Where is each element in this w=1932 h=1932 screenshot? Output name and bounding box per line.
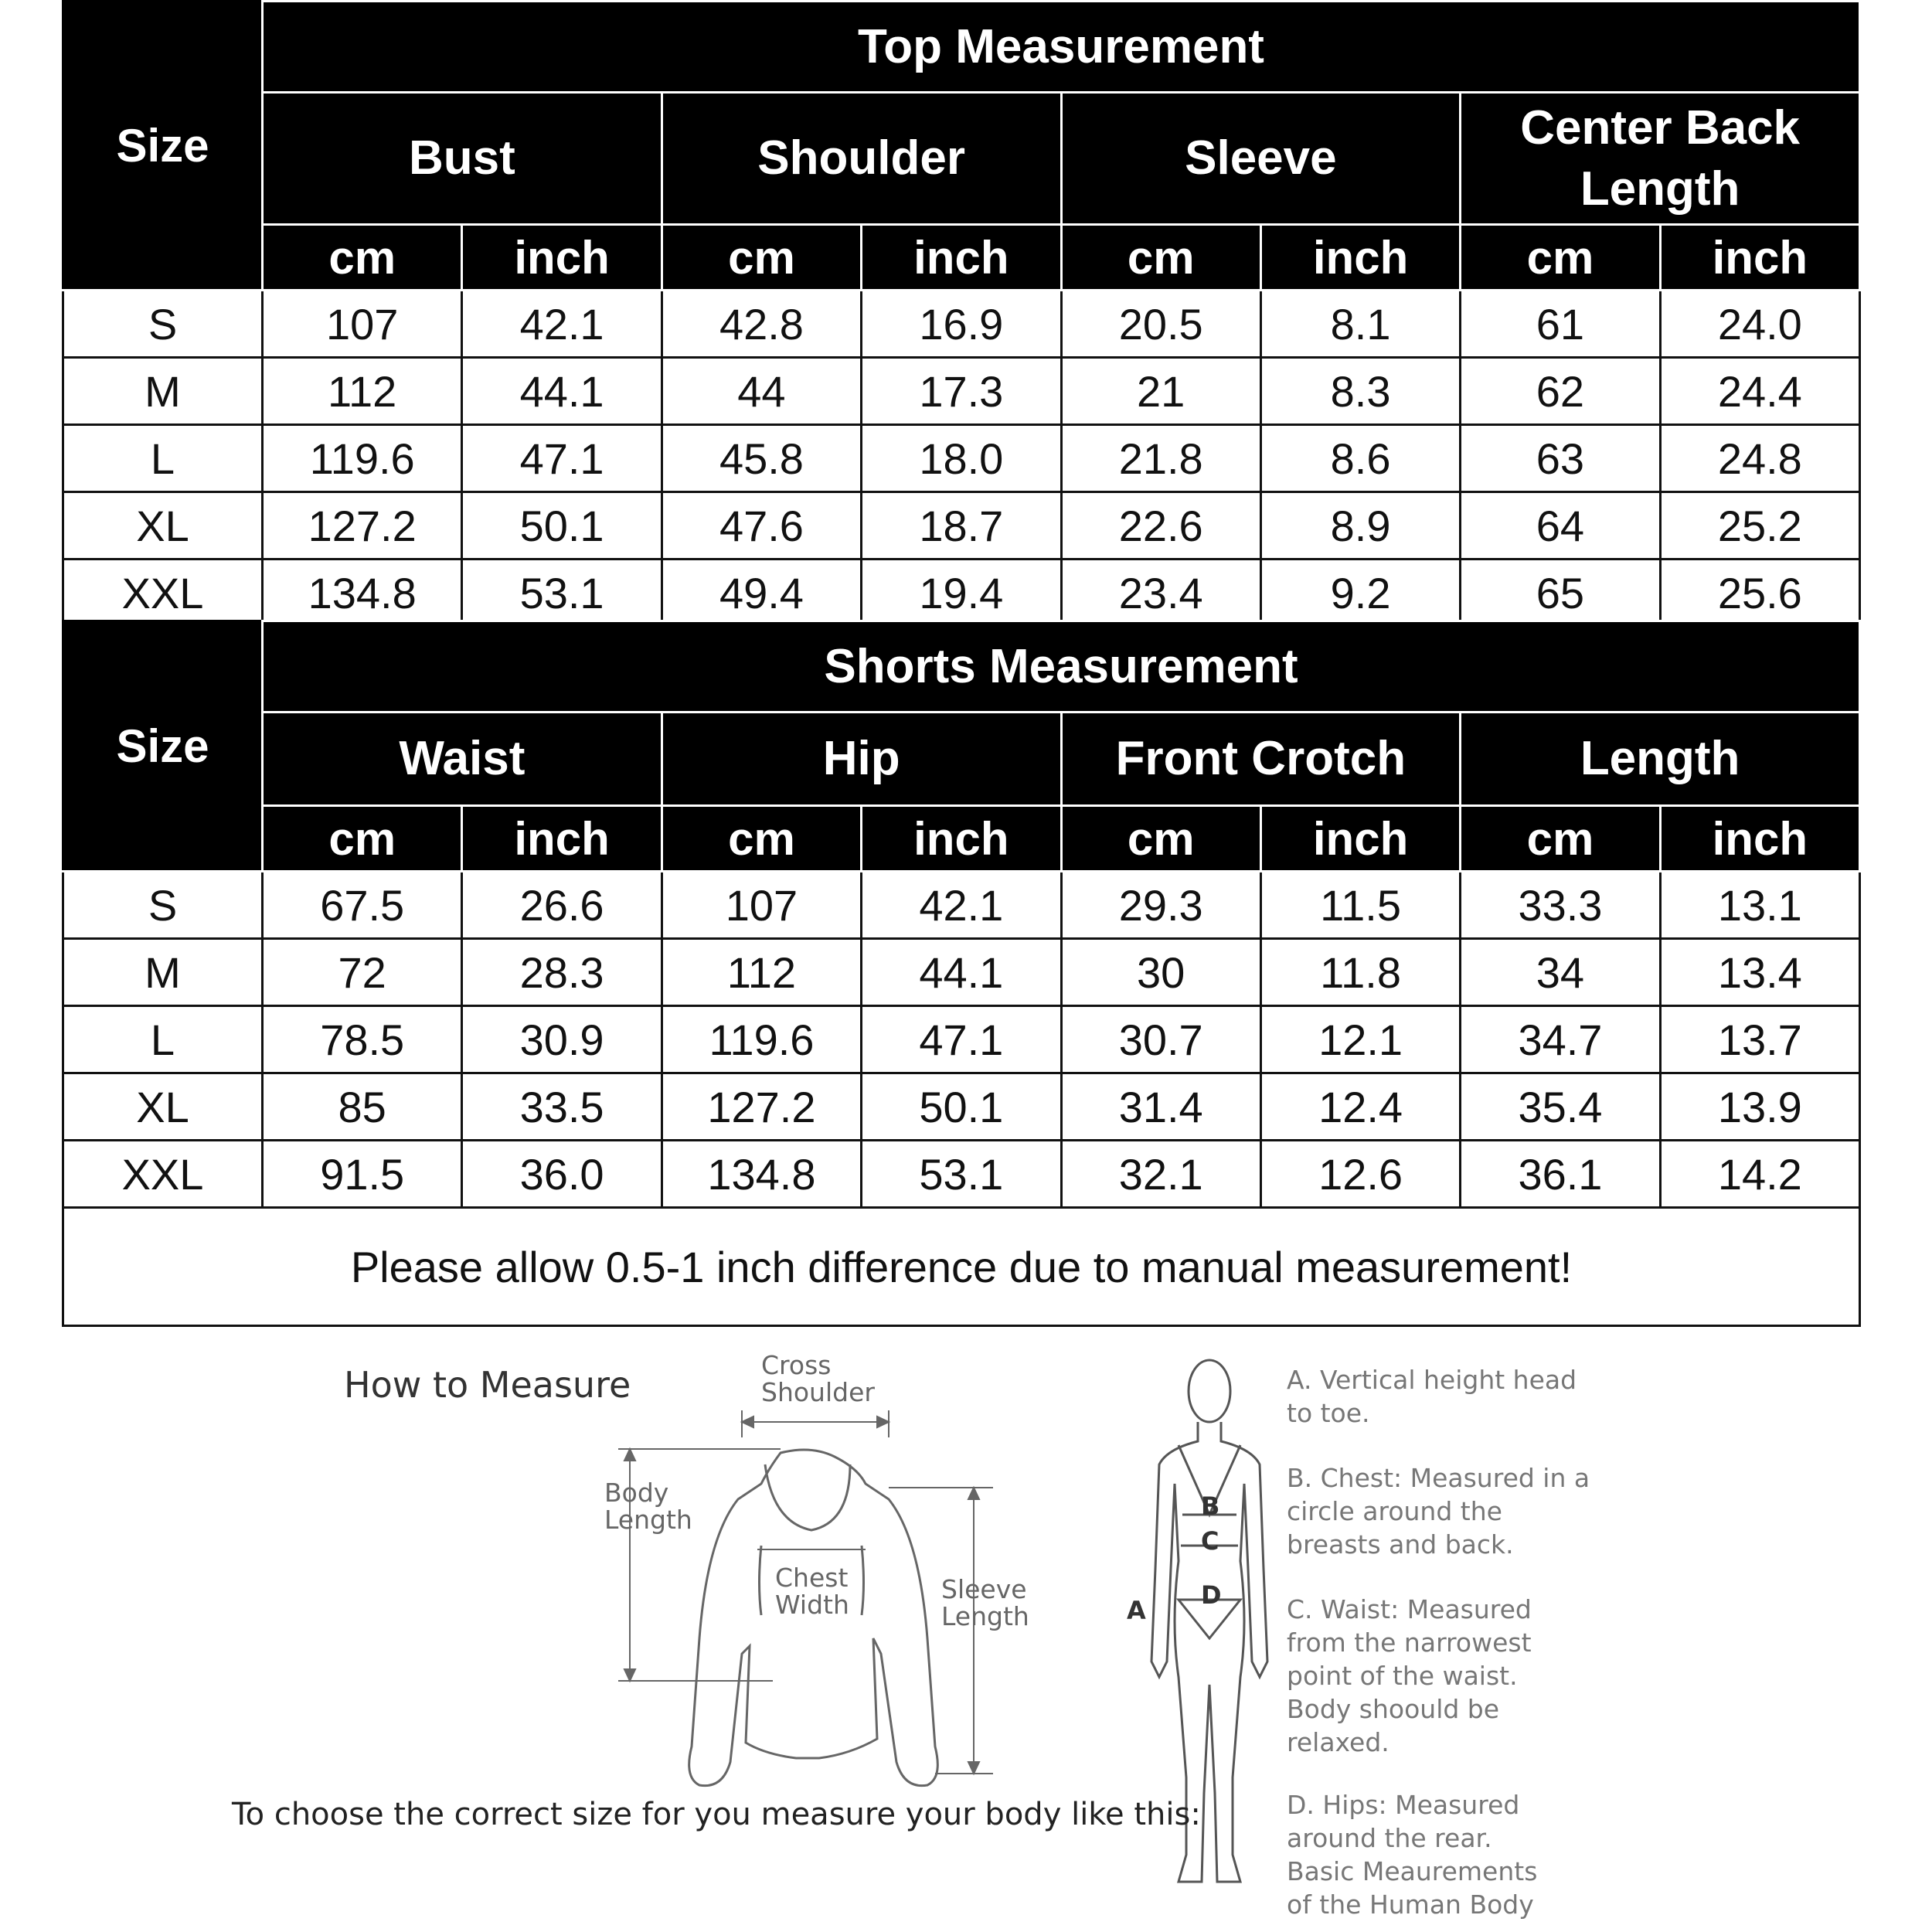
how-to-measure-section [0,1314,1932,1932]
size-cell: XXL [63,560,263,627]
value-cell: 107 [662,872,861,939]
unit-header: inch [1260,225,1460,291]
value-cell: 8.3 [1260,358,1460,425]
unit-header: inch [1260,806,1460,872]
sleeve-length-label: Sleeve Length [941,1574,1029,1631]
unit-header: cm [263,225,462,291]
value-cell: 53.1 [462,560,662,627]
value-cell: 42.1 [862,872,1061,939]
shorts-table-body [63,872,1860,1208]
value-cell: 19.4 [862,560,1061,627]
group-header: Sleeve [1061,93,1461,225]
value-cell: 8.9 [1260,492,1460,560]
definition-c: C. Waist: Measured from the narrowest point of the waist. Body shoould be relaxed. [1287,1594,1532,1757]
value-cell: 9.2 [1260,560,1460,627]
value-cell: 11.5 [1260,872,1460,939]
value-cell: 50.1 [862,1073,1061,1141]
top-measurement-table [62,0,1861,628]
value-cell: 36.0 [462,1141,662,1208]
value-cell: 65 [1461,560,1660,627]
value-cell: 24.8 [1660,425,1859,492]
table-row [63,425,1860,492]
value-cell: 42.8 [662,291,861,358]
table-row [63,358,1860,425]
unit-header: cm [662,806,861,872]
group-header: Front Crotch [1061,713,1461,806]
unit-header: inch [1660,225,1859,291]
measure-instruction: To choose the correct size for you measure your body like this: [232,1797,1201,1832]
value-cell: 72 [263,939,462,1006]
value-cell: 32.1 [1061,1141,1260,1208]
value-cell: 29.3 [1061,872,1260,939]
value-cell: 11.8 [1260,939,1460,1006]
size-cell: L [63,1006,263,1073]
body-length-label: Body Length [604,1478,692,1535]
unit-header: cm [662,225,861,291]
value-cell: 134.8 [662,1141,861,1208]
unit-header: inch [862,806,1061,872]
marker-d: D [1201,1580,1222,1610]
value-cell: 20.5 [1061,291,1260,358]
value-cell: 47.1 [462,425,662,492]
table-row [63,1141,1860,1208]
table-row [63,291,1860,358]
top-table-body [63,291,1860,627]
group-header: Bust [263,93,662,225]
unit-header: cm [1461,806,1660,872]
group-header: Waist [263,713,662,806]
size-cell: S [63,872,263,939]
value-cell: 53.1 [862,1141,1061,1208]
value-cell: 26.6 [462,872,662,939]
size-cell: S [63,291,263,358]
value-cell: 134.8 [263,560,462,627]
value-cell: 33.5 [462,1073,662,1141]
size-cell: M [63,358,263,425]
measurement-note: Please allow 0.5-1 inch difference due to manual measurement! [63,1208,1860,1326]
value-cell: 8.1 [1260,291,1460,358]
table-row [63,1006,1860,1073]
value-cell: 25.2 [1660,492,1859,560]
value-cell: 21.8 [1061,425,1260,492]
marker-a: A [1127,1596,1146,1625]
value-cell: 119.6 [662,1006,861,1073]
unit-header: cm [1061,225,1260,291]
marker-c: C [1201,1526,1219,1556]
unit-header: inch [462,806,662,872]
table-row [63,1073,1860,1141]
group-header: Shoulder [662,93,1061,225]
value-cell: 21 [1061,358,1260,425]
unit-header: inch [462,225,662,291]
value-cell: 12.1 [1260,1006,1460,1073]
value-cell: 22.6 [1061,492,1260,560]
value-cell: 112 [662,939,861,1006]
sweater-neckline [765,1464,850,1530]
value-cell: 14.2 [1660,1141,1859,1208]
value-cell: 44.1 [862,939,1061,1006]
value-cell: 45.8 [662,425,861,492]
size-header: Size [63,2,263,291]
table-row [63,560,1860,627]
value-cell: 78.5 [263,1006,462,1073]
value-cell: 34 [1461,939,1660,1006]
value-cell: 91.5 [263,1141,462,1208]
value-cell: 30 [1061,939,1260,1006]
shorts-measurement-table [62,620,1861,1327]
value-cell: 67.5 [263,872,462,939]
chest-width-label: Chest Width [775,1563,849,1620]
group-header: Hip [662,713,1061,806]
value-cell: 127.2 [263,492,462,560]
value-cell: 44 [662,358,861,425]
definition-d: D. Hips: Measured around the rear. Basic Meaurements of the Human Body [1287,1790,1538,1920]
group-header: Length [1461,713,1860,806]
unit-header: inch [862,225,1061,291]
value-cell: 16.9 [862,291,1061,358]
value-cell: 61 [1461,291,1660,358]
value-cell: 12.6 [1260,1141,1460,1208]
how-to-measure-heading: How to Measure [344,1364,631,1406]
value-cell: 18.7 [862,492,1061,560]
value-cell: 30.9 [462,1006,662,1073]
definition-a: A. Vertical height head to toe. [1287,1365,1577,1428]
figure-head [1189,1360,1230,1422]
value-cell: 62 [1461,358,1660,425]
table-row [63,939,1860,1006]
value-cell: 28.3 [462,939,662,1006]
definition-b: B. Chest: Measured in a circle around the breasts and back. [1287,1463,1590,1560]
value-cell: 33.3 [1461,872,1660,939]
unit-header: inch [1660,806,1859,872]
group-header: Center Back Length [1461,93,1860,225]
size-cell: M [63,939,263,1006]
value-cell: 24.4 [1660,358,1859,425]
value-cell: 44.1 [462,358,662,425]
value-cell: 63 [1461,425,1660,492]
value-cell: 24.0 [1660,291,1859,358]
value-cell: 47.6 [662,492,861,560]
unit-header: cm [263,806,462,872]
value-cell: 34.7 [1461,1006,1660,1073]
table-title: Shorts Measurement [263,621,1860,713]
value-cell: 13.4 [1660,939,1859,1006]
value-cell: 119.6 [263,425,462,492]
size-header: Size [63,621,263,872]
value-cell: 107 [263,291,462,358]
value-cell: 13.1 [1660,872,1859,939]
size-cell: XL [63,1073,263,1141]
table-title: Top Measurement [263,2,1860,93]
size-cell: XL [63,492,263,560]
unit-header: cm [1061,806,1260,872]
table-row [63,492,1860,560]
value-cell: 49.4 [662,560,861,627]
size-cell: XXL [63,1141,263,1208]
size-cell: L [63,425,263,492]
value-cell: 17.3 [862,358,1061,425]
value-cell: 12.4 [1260,1073,1460,1141]
value-cell: 8.6 [1260,425,1460,492]
table-row [63,872,1860,939]
value-cell: 64 [1461,492,1660,560]
value-cell: 31.4 [1061,1073,1260,1141]
marker-b: B [1201,1492,1220,1521]
value-cell: 50.1 [462,492,662,560]
value-cell: 42.1 [462,291,662,358]
value-cell: 23.4 [1061,560,1260,627]
value-cell: 36.1 [1461,1141,1660,1208]
value-cell: 35.4 [1461,1073,1660,1141]
unit-header: cm [1461,225,1660,291]
value-cell: 85 [263,1073,462,1141]
value-cell: 25.6 [1660,560,1859,627]
value-cell: 13.7 [1660,1006,1859,1073]
value-cell: 127.2 [662,1073,861,1141]
cross-shoulder-label: Cross Shoulder [761,1350,875,1407]
value-cell: 112 [263,358,462,425]
value-cell: 47.1 [862,1006,1061,1073]
value-cell: 18.0 [862,425,1061,492]
value-cell: 30.7 [1061,1006,1260,1073]
value-cell: 13.9 [1660,1073,1859,1141]
